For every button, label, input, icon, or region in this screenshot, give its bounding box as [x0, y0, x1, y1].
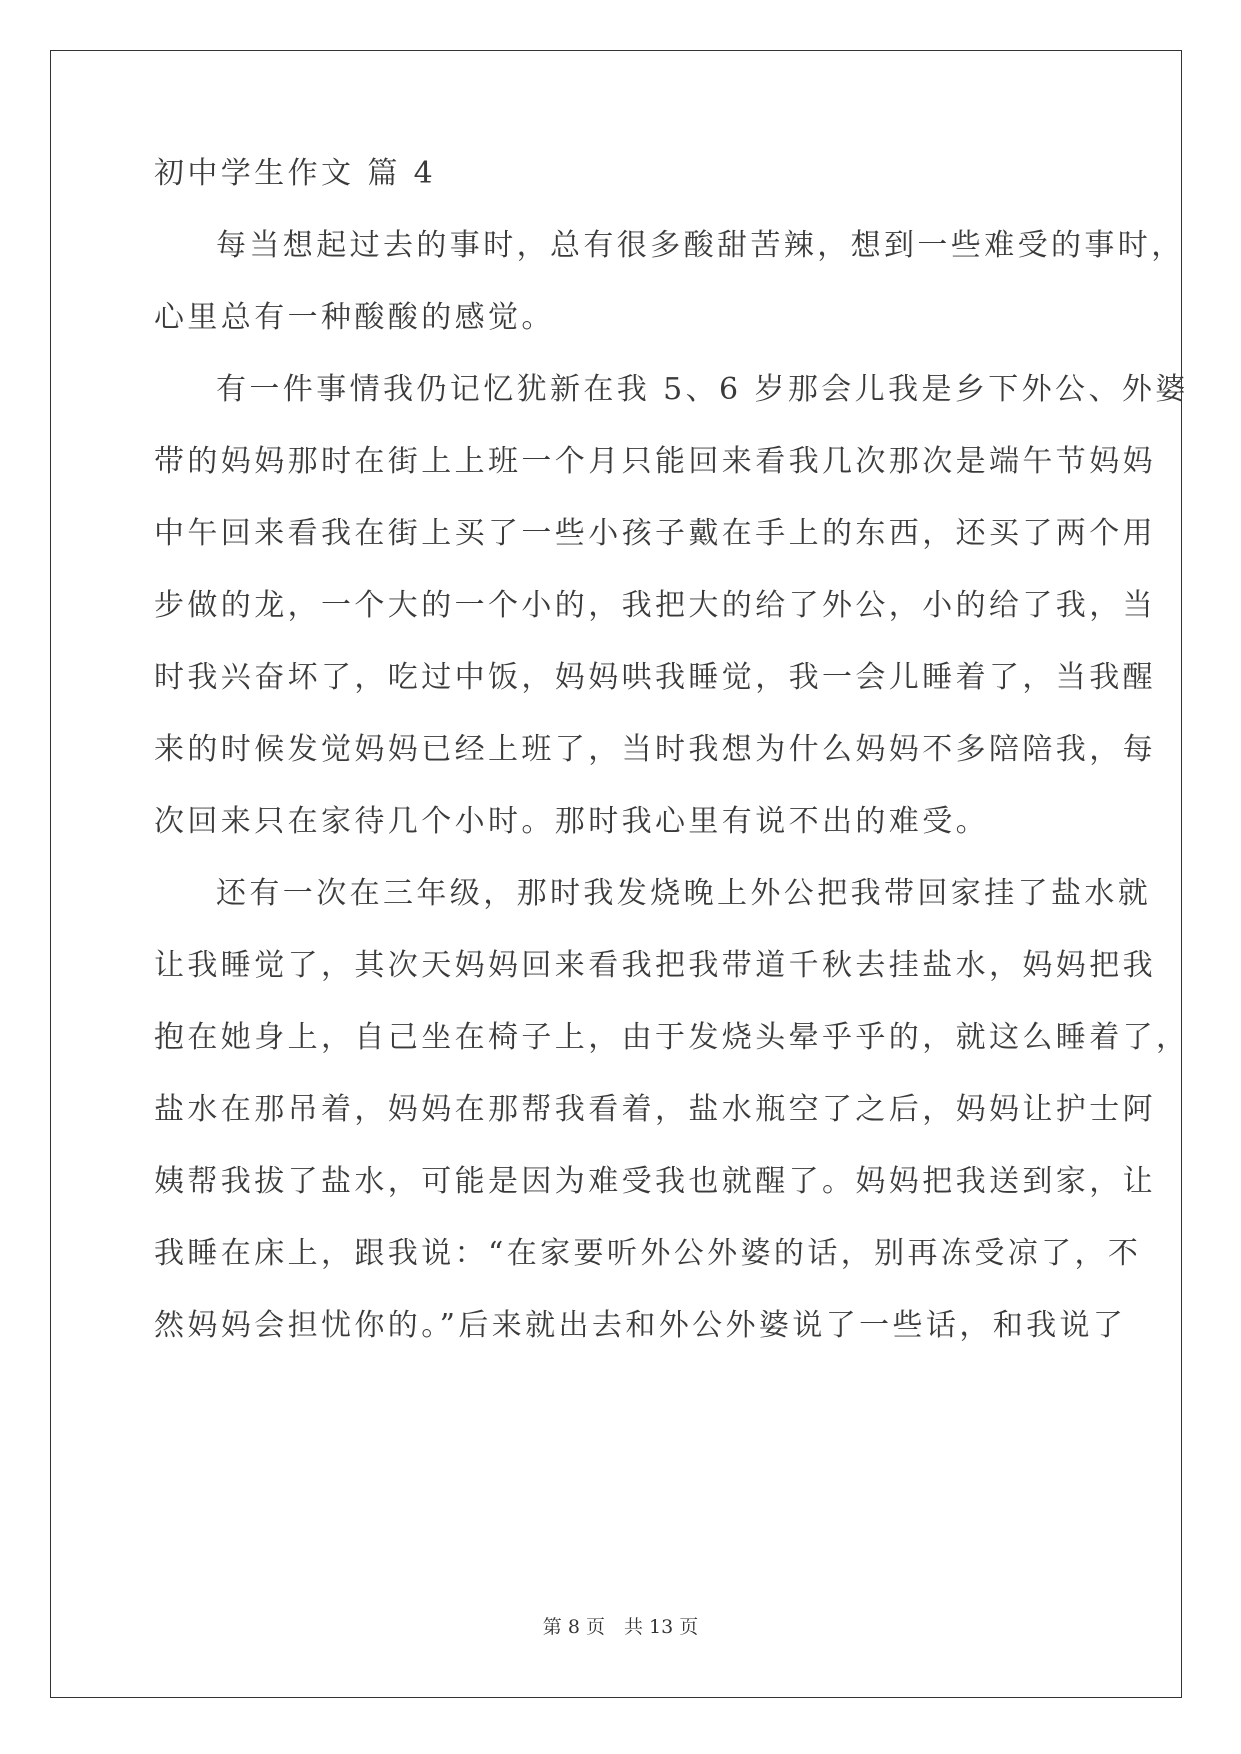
text-line-3: 有一件事情我仍记忆犹新在我 5、6 岁那会儿我是乡下外公、外婆	[216, 372, 1189, 407]
text-line-9: 次回来只在家待几个小时。那时我心里有说不出的难受。	[154, 804, 989, 839]
page-number-footer: 第 8 页 共 13 页	[542, 1616, 699, 1638]
document-title: 初中学生作文 篇 4	[154, 156, 437, 191]
text-line-1: 每当想起过去的事时，总有很多酸甜苦辣，想到一些难受的事时，	[216, 228, 1185, 263]
text-line-14: 姨帮我拔了盐水，可能是因为难受我也就醒了。妈妈把我送到家，让	[154, 1164, 1156, 1199]
text-line-13: 盐水在那吊着，妈妈在那帮我看着，盐水瓶空了之后，妈妈让护士阿	[154, 1092, 1156, 1127]
text-line-12: 抱在她身上，自己坐在椅子上，由于发烧头晕乎乎的，就这么睡着了，	[154, 1020, 1190, 1055]
text-line-8: 来的时候发觉妈妈已经上班了，当时我想为什么妈妈不多陪陪我，每	[154, 732, 1156, 767]
text-line-6: 步做的龙，一个大的一个小的，我把大的给了外公，小的给了我，当	[154, 588, 1156, 623]
text-line-4: 带的妈妈那时在街上上班一个月只能回来看我几次那次是端午节妈妈	[154, 444, 1156, 479]
text-line-10: 还有一次在三年级，那时我发烧晚上外公把我带回家挂了盐水就	[216, 876, 1152, 911]
text-line-2: 心里总有一种酸酸的感觉。	[154, 300, 555, 335]
text-line-7: 时我兴奋坏了，吃过中饭，妈妈哄我睡觉，我一会儿睡着了，当我醒	[154, 660, 1156, 695]
text-line-16: 然妈妈会担忧你的。”后来就出去和外公外婆说了一些话，和我说了	[154, 1308, 1127, 1343]
text-line-5: 中午回来看我在街上买了一些小孩子戴在手上的东西，还买了两个用	[154, 516, 1156, 551]
text-line-15: 我睡在床上，跟我说：“在家要听外公外婆的话，别再冻受凉了，不	[154, 1236, 1142, 1271]
text-line-11: 让我睡觉了，其次天妈妈回来看我把我带道千秋去挂盐水，妈妈把我	[154, 948, 1156, 983]
